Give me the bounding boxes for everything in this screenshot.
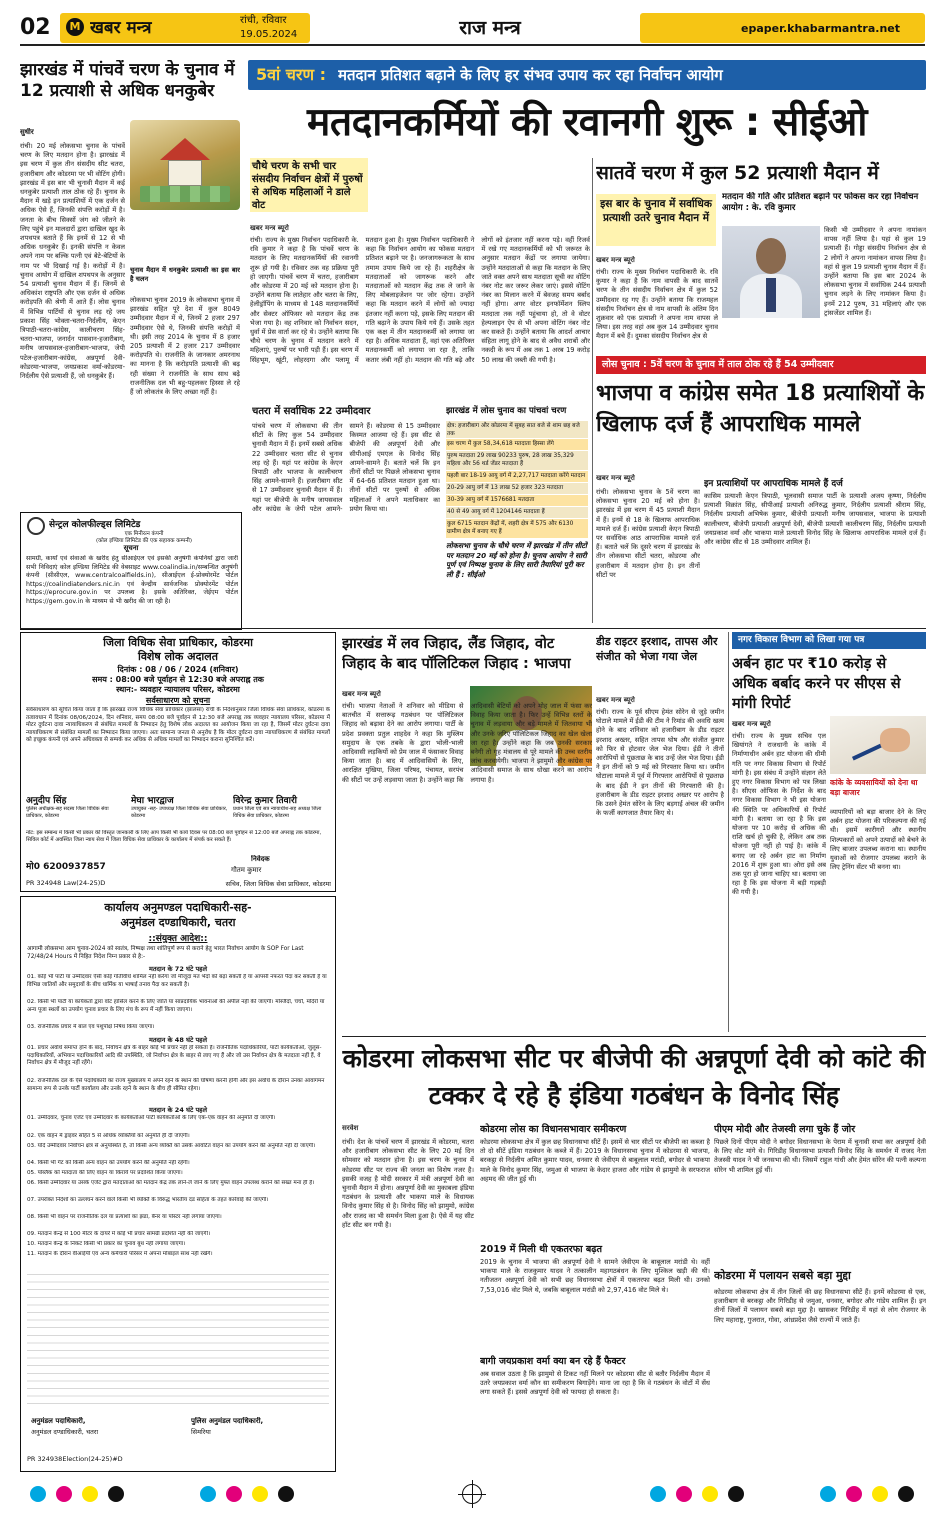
legal-notice-head: सर्वसाधारण को सूचना [145,696,211,705]
seventh-sub: इस बार के चुनाव में सर्वाधिक प्रत्याशी उतरे चुनाव मैदान में [596,194,716,246]
haat-body2: व्यापारियों को बड़ा बाजार देने के लिए अर्बन हाट योजना की परिकल्पना की गई थी। इसमें कारीगरों और स्थानीय शिल्पकारों को अपने उत्पादों को बेचने के लिए बाजार उपलब्ध कराना था। स्थानीय युवाओं को रोजगार उपलब्ध कराने के लिए ट्रेनिंग सेंटर भी बनना था। [830,808,926,872]
section-title: राज मन्त्र [459,17,521,39]
registration-strip [0,1480,945,1510]
legal-date: दिनांक : 08 / 06 / 2024 (शनिवार) [117,665,239,674]
cases-body: रांची। लोकसभा चुनाव के 5वें चरण का लोकसभा चुनाव 20 मई को होना है। झारखंड में इस चरण में 45 प्रत्याशी मैदान में हैं। इनमें से 18 के खिलाफ आपराधिक मामले दर्ज हैं। कांग्रेस प्रत्याशी केएन त्रिपाठी पर सर्वाधिक आठ आपराधिक मामले दर्ज हैं। बताते चलें कि दूसरे चरण में झारखंड के तीन लोकसभा सीटों चतरा, कोडरमा और हजारीबाग में मतदान होना है। इन तीनों सीटों पर [596,488,700,579]
phase-row-6: 40 से 49 आयु वर्ग में 1204146 मतदाता हैं [446,507,588,518]
cases-sub: इन प्रत्याशियों पर आपराधिक मामले हैं दर्ज [704,479,843,489]
reg-dot-black-4 [898,1486,914,1502]
sdo-title1: कार्यालय अनुमण्डल पदाधिकारी-सह- [104,901,252,914]
chatra-title: चतरा में सर्वाधिक 22 उम्मीदवार [252,406,371,417]
reg-dot-magenta-2 [226,1486,242,1502]
writing-hand-image [830,716,926,774]
legal-pr: PR 324948 Law(24-25)D [26,879,106,887]
main-body-top [372,158,590,234]
koderma-sec1-body: कोडरमा लोकसभा क्षेत्र में कुल छह विधानसभा सीटें हैं। इसमें से चार सीटों पर बीजेपी का कब्जा है तो दो सीटें इंडिया गठबंधन के कब्जे में हैं। 2019 के विधानसभा चुनाव में कोडरमा से भाजपा, बरकट्ठा से निर्दलीय अमित कुमार यादव, धनवार से जेवीएम से बाबूलाल मरांडी, बगोदर से भाकपा माले के विनोद कुमार सिंह, जमुआ से भाजपा के केदार हाजरा और गांडेय से झामुमो के सरफराज अहमद की जीत हुई थी। [480,1138,710,1183]
ccl-body: सामग्री, कार्यों एवं सेवाओं के खरीद हेतु सीआईएल एवं इसकी अनुषंगी कंपनियों द्वारा जारी सभी निविदाएं कोल इण्डिया लिमिटेड की वेबसाइट www.coalindia.in/सम्बन्धित अनुषंगी कंपनी (सीसीएल, www.centralcoalfields.in), सीआईएल ई-प्रोक्योरमेंट पोर्टल https://coalindiatenders.nic.in एवं केन्द्रीय सार्वजनिक प्रोक्योरमेंट पोर्टल https://eprocure.gov.in पर उपलब्ध है। इसके अतिरिक्त, जेईएम पोर्टल https://gem.gov.in के माध्यम से भी खरीद की जा रही है। [26,555,238,605]
koderma-sec2: 2019 में मिली थी एकतरफा बढ़त [480,1244,603,1255]
sdo-sec3: मतदान के 24 घंटे पहले [148,1106,208,1114]
reg-dot-yellow-2 [252,1486,268,1502]
reg-dot-magenta [56,1486,72,1502]
koderma-byline: सरवेश [342,1124,359,1132]
legal-notice [20,632,336,892]
sdo-item3-9: 10. मतदान केन्द्र के निकट किसी भी प्रकार का चुनाव बूथ नहीं लगाया जाएगा। [27,1241,186,1247]
koderma-sec4-body: पिछले दिनों पीएम मोदी ने बगोदर विधानसभा के पेराम में चुनावी सभा कर अन्नपूर्णा देवी के लिए वोट मांगे थे। गिरिडीह विधानसभा प्रत्याशी विनोद सिंह के समर्थन में राजद नेता तेजस्वी यादव ने भी जनसभा की थी। जिसमें राहुल गांधी और हेमंत सोरेन की पत्नी कल्पना सोरेन भी शामिल हुई थीं। [714,1138,926,1174]
legal-time: समय : 08:00 बजे पूर्वाहन से 12:30 बजे अपराह्न तक [92,675,264,684]
jail-body: रांची। राज्य के पूर्व सीएम हेमंत सोरेन से जुड़े जमीन घोटाले मामले में ईडी की टीम ने रिमांड की अवधि खत्म होने के बाद शनिवार को हजारीबाग के डीड राइटर इरशाद अख्तर, सहित तापस घोष और संजीत कुमार को फिर से होटवार जेल भेज दिया। ईडी ने तीनों आरोपियों से पूछताछ के बाद उन्हें जेल भेज दिया। ईडी ने इन तीनों को 9 मई को गिरफ्तार किया था। जमीन घोटाला मामले में पूर्व में गिरफ्तार आरोपियों से पूछताछ के बाद ईडी ने इन तीनों की गिरफ्तारी की है। हजारीबाग के डीड राइटर इरशाद अख्तर पर आरोप है कि उसने हेमंत सोरेन के लिए बड़गाईं अंचल की जमीन के फर्जी कागजात तैयार किए थे। [596,708,724,818]
sdo-item3-3: 04. किसी भी गेट को किसी अन्य वाहन को उपयोग करने की अनुमति नहीं रहेगी। [27,1160,190,1166]
chatra-body: पांचवे चरण में लोकसभा की तीन सीटों के लिए कुल 54 उम्मीदवार चुनावी मैदान में हैं। इनमें सबसे अधिक 22 उम्मीदवार चतरा सीट से चुनाव लड़ रहे हैं। यहां पर कांग्रेस के केएन त्रिपाठी और भाजपा के कालीचरण सिंह आमने-सामने हैं। हजारीबाग सीट से 17 उम्मीदवार चुनावी मैदान में हैं। यहां पर बीजेपी के मनीष जायसवाल और कांग्रेस के जेपी पटेल आमने-सामने हैं। कोडरमा से 15 उम्मीदवार किस्मत आजमा रहे हैं। इस सीट से बीजेपी की अन्नपूर्णा देवी और सीपीआई एमएल के विनोद सिंह आमने-सामने हैं। बताते चलें कि इन तीनों सीटों पर पिछले लोकसभा चुनाव में 64-66 प्रतिशत मतदान हुआ था। तीनों सीटों पर पुरुषों से अधिक महिलाओं ने अपने मताधिकार का प्रयोग किया था। [252,422,440,513]
jihad-byline: खबर मन्त्र ब्यूरो [342,690,381,698]
haat-headline: अर्बन हाट पर ₹10 करोड़ से अधिक बर्बाद करने पर सीएस से मांगी रिपोर्ट [732,656,901,712]
sdo-item2-0: 01. प्रचार अवधि समाप्त होने के बाद, निर्वाचन क्षेत्र के बाहर कोई भी प्रचार नहीं हो सकता है। राजनीतिक पदाधिकारियों, पार्टी कार्यकर्ताओं, जुलूस-पदाधिकारियों, अभियान पदाधिकारियों आदि की उपस्थिति, जो निर्वाचन क्षेत्र के बाहर से लाए गए हैं और जो उस निर्वाचन क्षेत्र के मतदाता नहीं हैं, वे निर्वाचन क्षेत्र में मौजूद नहीं रहेंगे। [27,1045,322,1067]
sdo-sig2: पुलिस अनुमंडल पदाधिकारी, [191,1417,264,1425]
cases-body2: कासिम प्रत्याशी केएन त्रिपाठी, भूलवासी समाज पार्टी के प्रत्याशी अजय कृष्णा, निर्दलीय प्रत्याशी विक्रांत सिंह, सीपीआई प्रत्याशी अनिरुद्ध कुमार, निर्दलीय प्रत्याशी श्रीराम सिंह, निर्दलीय प्रत्याशी अभिषेक कुमार, बीजेपी प्रत्याशी मनीष जायसवाल, भाजपा के प्रत्याशी कालीचरण, बीजेपी प्रत्याशी अन्नपूर्णा देवी, बीजेपी प्रत्याशी कालीचरण सिंह, निर्दलीय प्रत्याशी जयप्रकाश वर्मा और भाकपा माले प्रत्याशी विनोद सिंह के खिलाफ आपराधिक मामले दर्ज हैं। और कांग्रेस सीट से 18 उम्मीदवार शामिल हैं। [704,492,926,547]
legal-sig2-name: मेघा भारद्वाज [131,796,174,805]
sdo-sig2b: सिमरिया [191,1428,211,1436]
seventh-body: रांची। राज्य के मुख्य निर्वाचन पदाधिकारी के. रवि कुमार ने कहा है कि नाम वापसी के बाद सातवें चरण के तीन संसदीय निर्वाचन क्षेत्र में कुल 52 उम्मीदवार रह गए हैं। उन्होंने बताया कि राजमहल संसदीय निर्वाचन क्षेत्र से नाम वापसी के अंतिम दिन शुक्रवार को एक प्रत्याशी ने अपना नाम वापस ले लिया। इस तरह वहां अब कुल 14 उम्मीदवार चुनाव मैदान में बचे हैं। दुमका संसदीय निर्वाचन क्षेत्र से [596,268,718,341]
brand-name: खबर मन्त्र [90,18,152,38]
left-body-col1: रांची। 20 मई लोकसभा चुनाव के पांचवें चरण के लिए मतदान होना है। झारखंड में इस चरण में कुल तीन संसदीय सीट चतरा, हजारीबाग और कोडरमा पर भी वोटिंग होगी। झारखंड में इस बार भी चुनावी मैदान में कई धनकुबेर प्रत्याशी ताल ठोक रहे हैं। चुनाव के मैदान में खड़े इन प्रत्याशियों में एक दर्जन से अधिक ऐसे हैं, जिनकी संपत्ति करोड़ों में है। जनता के बीच सिक्सों जंग को जीतने के लिए पहुंचे इन मालदारों द्वारा दाखिल खुद के शपथपत्र बताते हैं कि इनमें से 12 से भी अधिक धनकुबेर हैं। इनकी संपत्ति न केवल अपने नाम पर बल्कि पत्नी एवं बेटे-बेटियों के नाम पर भी दिखाई गई है। करोड़ों में है। चुनाव आयोग में दाखिल शपथपत्र के अनुसार 54 प्रत्याशी चुनाव मैदान में हैं। जिनमें से अधिकांश राष्ट्रपति और एक दर्जन से अधिक करोड़पति की श्रेणी में आते हैं। लोस चुनाव में विभिन्न पार्टियों से चुनाव लड़ रहे जय प्रकाश सिंह भोक्ता-चतरा-निर्दलीय, केएन त्रिपाठी-चतरा-कांग्रेस, कालीचरण सिंह-चतरा-भाजपा, जनार्दन पासवान-हजारीबाग, मनीष जायसवाल-हजारीबाग-भाजपा, जेपी पटेल-हजारीबाग-कांग्रेस, अन्नपूर्णा देवी-कोडरमा-भाजपा, जयप्रकाश वर्मा-कोडरमा-निर्दलीय ऐसे प्रत्याशी हैं, जो धनकुबेर हैं। [20,142,125,381]
haat-sub: कांके के व्यवसायियों को देना था बड़ा बाजार [830,778,918,797]
main-sub: चौथे चरण के सभी चार संसदीय निर्वाचन क्षेत्रों में पुरुषों से अधिक महिलाओं ने डाले वोट [250,158,368,212]
sdo-item1-0: 01. कोई भी पार्टी या उम्मीदवार ऐसी कोई गतिविधि शामिल नहीं करेगा जो मौजूदा मत भेदों को बढ़ा सकती है या आपसी नफरत पैदा कर सकती है या विभिन्न जातियों और समुदायों के बीच धार्मिक या भाषाई तनाव पैदा कर सकती है। [27,974,327,988]
reg-dot-yellow [82,1486,98,1502]
koderma-sec4: पीएम मोदी और तेजस्वी लगा चुके हैं जोर [714,1124,856,1135]
sdo-item3-4: 05. पब्लिक को मतदाता की लिए वाहन या किराये पर प्रदाशित किया जाएगा। [27,1170,183,1176]
sdo-item3-1: 02. एक वाहन में ड्राइवर सहित 5 से अधिक व्यक्तियों को अनुमति ही दी जाएगी। [27,1133,190,1139]
legal-title2: विशेष लोक अदालत [137,650,219,663]
main-headline: मतदानकर्मियों की रवानगी शुरू : सीईओ [307,100,867,145]
seventh-headline: सातवें चरण में कुल 52 प्रत्याशी मैदान में [596,162,879,184]
legal-mobile: मो0 6200937857 [26,862,106,871]
main-byline: खबर मन्त्र ब्यूरो [250,224,289,232]
haat-body: रांची। राज्य के मुख्य सचिव एल खियांगते ने राजधानी के कांके में निर्माणाधीन अर्बन हाट योजना की धीमी गति पर नगर विकास विभाग से रिपोर्ट मांगी है। इस संबंध में उन्होंने संज्ञान लेते हुए नगर विकास विभाग को पत्र लिखा है। सीएस ऑफिस के निर्देश के बाद नगर विकास विभाग ने भी इस योजना की स्थिति पर अधिकारियों से रिपोर्ट मांगी है। बताया जा रहा है कि इस योजना पर 10 करोड़ से अधिक की राशि खर्च हो चुकी है, लेकिन अब तक योजना पूरी नहीं हो पाई है। कांके में बनाए जा रहे अर्बन हाट का निर्माण 2016 में शुरू हुआ था। ओरा इसे अब तक पूरा हो जाना चाहिए था। बताया जा रहा है कि इस योजना में बड़ी गड़बड़ी की गयी है। [732,732,826,897]
main-body: रांची। राज्य के मुख्य निर्वाचन पदाधिकारी के. रवि कुमार ने कहा है कि पांचवें चरण के मतदान के लिए मतदानकर्मियों की रवानगी शुरू हो गयी है। रविवार तक वह प्रक्रिया पूरी हो जाएगी। पांचवें चरण में चतरा, हजारीबाग और कोडरमा में 20 मई को मतदान होना है। उन्होंने बताया कि लातेहार और चतरा के लिए, हेलीड्रॉपिंग के माध्यम से 148 मतदानकर्मियों और सेक्टर ऑफिसर को मतदान केंद्र तक भेजा गया है। वह शनिवार को निर्वाचन सदन, धुर्वा में प्रेस वार्ता कर रहे थे। उन्होंने बताया कि चौथे चरण के चुनाव में मतदान करने में महिलाएं, पुरुषों पर भारी पड़ी हैं। इस चरण में सिंहभूम, खूंटी, लोहरदगा और पलामू में मतदान हुआ है। मुख्य निर्वाचन पदाधिकारी ने कहा कि निर्वाचन आयोग का फोकस मतदान प्रतिशत बढ़ाने पर है। जनजागरूकता के साथ तमाम उपाय किये जा रहे हैं। शहरीक्षेत्र के मतदाताओं को जागरूक करने और मतदाताओं को मतदान केंद्र तक ले जाने के लिए मोबलाइजेशन पर जोर रहेगा। उन्होंने कहा कि मतदान करने में लोगों को ज्यादा इंतजार नहीं करना पड़े, इसके लिए मतदान की गति बढ़ाने के उपाय किये गये हैं। उसके तहत एक कक्ष में तीन मतदानकर्मी को लगाया जा रहा है। अधिक मतदाता हैं, वहां एक अतिरिक्त मतदानकर्मी को लगाया जा रहा है, ताकि कतार लंबी नहीं हो। मतदान की गति बढ़े और लोगों को इंतजार नहीं करना पड़े। वहीं रिजर्व में रखे गए मतदानकर्मियों को भी जरूरत के अनुसार मतदान केंद्रों पर लगाया जायेगा। उन्होंने मतदाताओं से कहा कि मतदान के लिए जाते वक्त अपने साथ मतदाता सूची का वोटिंग नंबर नोट कर जरूर लेकर जाएं। इससे वोटिंग नंबर का मिलान करने में बेवजह समय बर्बाद नहीं होगा। अगर वोटर इनफॉर्मेशन स्लिप मतदाता तक नहीं पहुंचाया हो, तो वे वोटर हेल्पलाइन ऐप से भी अपना वोटिंग नंबर नोट कर सकते हैं। उन्होंने बताया कि आदर्श आचार संहिता लागू होने के बाद से अवैध शराबों और नकदी के रूप में अब तक 1 अरब 19 करोड़ 50 लाख की जब्ती की गयी है। [250,236,590,364]
ccl-logo-icon [27,517,45,535]
sdo-title2: अनुमंडल दण्डाधिकारी, चतरा [120,916,236,929]
legal-sig3-name: विरेन्द्र कुमार तिवारी [233,796,297,805]
sdo-notice [20,896,336,1472]
sdo-sec2: मतदान के 48 घंटे पहले [148,1036,208,1044]
banner-label: 5वां चरण : [256,65,326,84]
sdo-item3-0: 01. उम्मीदवार, चुनाव एजेंट एवं उम्मीदवार के कार्यकर्ताओं पार्टी कार्यकर्ताओं के लिए एक-एक वाहन की अनुमति दी जाएगी। [27,1115,276,1121]
cases-byline: खबर मन्त्र ब्यूरो [596,474,635,482]
phase-row-3: पहली बार 18-19 आयु वर्ग में 2,27,717 मतदाता करेंगे मतदान [446,471,588,482]
reg-dot-cyan [30,1486,46,1502]
phase-note: लोकसभा चुनाव के चौथे चरण में झारखंड में तीन सीटों पर मतदान 20 मई को होना है। चुनाव आयोग ने सारी पूर्ण एवं निष्पक्ष चुनाव के लिए सारी तैयारियां पूरी कर ली हैं : सीईओ [446,541,587,579]
date-line: 19.05.2024 [240,29,298,40]
sdo-item1-1: 02. किसी भी पार्टी या कार्यकर्ता द्वारा वोट हासिल करने के लिए जाति या सांप्रदायिक भावनाओं की अपील नहीं की जाएगी। मस्जिदों, चर्चों, मंदिरों या अन्य पूजा स्थलों का उपयोग चुनाव प्रचार के लिए मंच के रूप में नहीं किया जाएगा। [27,999,325,1013]
koderma-sec5-body: कोडरमा लोकसभा क्षेत्र में तीन जिलों की छह विधानसभा सीटें हैं। इनमें कोडरमा से एक, हजारीबाग से बरकट्ठा और गिरिडीह से जमुआ, धनवार, बगोदर और गांडेय शामिल हैं। इन तीनों जिलों में पलायन सबसे बड़ा मुद्दा है। खासकर गिरिडीह में यहां से लोग रोजगार के लिए महाराष्ट्र, गुजरात, गोवा, आंध्रप्रदेश जैसे राज्यों में जाते हैं। [714,1288,926,1324]
koderma-sec3-body: अब सवाल उठता है कि झामुमो से टिकट नहीं मिलने पर कोडरमा सीट से बतौर निर्दलीय मैदान में उतरे जयप्रकाश वर्मा कौन सा समीकरण बिगाड़ेंगे। माना जा रहा है कि वे गठबंधन के वोटों में सेंध लगा सकते हैं। इससे अन्नपूर्णा देवी को फायदा हो सकता है। [480,1370,710,1397]
jail-headline: डीड राइटर इरशाद, तापस और संजीत को भेजा गया जेल [596,635,718,663]
sdo-sig1: अनुमंडल पदाधिकारी, [31,1417,86,1425]
sdo-intro: आगामी लोकसभा आम चुनाव-2024 को स्वतंत्र, निष्पक्ष तथा शांतिपूर्ण रूप से कराने हेतु भारत निर्वाचन आयोग के SOP For Last 72/48/24 Hours में निहित निदेश निम्न प्रकार से है:- [27,946,304,960]
sdo-sig1b: अनुमंडल दण्डाधिकारी, चतरा [31,1428,99,1436]
ccl-sub1: एक मिनीरत्न कंपनी [124,531,164,537]
reg-dot-yellow-4 [872,1486,888,1502]
legal-sig1-role: पुलिस अधीक्षक-सह सदस्य जिला विधिक सेवा प्राधिकार, कोडरमा [26,806,109,819]
seventh-quote: मतदान की गति और प्रतिशत बढ़ाने पर फोकस कर रहा निर्वाचन आयोग : के. रवि कुमार [722,192,919,213]
sdo-sec1: मतदान के 72 घंटे पहले [148,965,208,973]
jail-byline: खबर मन्त्र ब्यूरो [596,696,635,704]
banner-text: मतदान प्रतिशत बढ़ाने के लिए हर संभव उपाय कर रहा निर्वाचन आयोग [338,66,723,84]
masthead [20,10,925,46]
phase-row-5: 30-39 आयु वर्ग में 1576681 मतदाता [446,495,588,506]
sdo-order: ::संयुक्त आदेश:: [148,934,208,943]
jihad-headline: झारखंड में लव जिहाद, लैंड जिहाद, वोट जिहाद के बाद पॉलिटिकल जिहाद : भाजपा [342,636,571,672]
house-icon [160,138,210,160]
sdo-item3-7: 08. किसी भी वाहन पर राजनीतिक दल या प्रत्याशी का झंडा, बैनर या पोस्टर नहीं लगाया जाएगा। [27,1214,222,1220]
koderma-sec2-body: 2019 के चुनाव में भाजपा की अन्नपूर्णा देवी ने सामने जेवीएम के बाबूलाल मरांडी थे। वहीं भाकपा माले के राजकुमार यादव ने तत्कालीन महागठबंधन के लिए मुश्किल खड़ी की थी। नतीजतन अन्नपूर्णा देवी को सभी छह विधानसभा क्षेत्रों में एकतरफा बढ़त मिली थी। उनको 7,53,016 वोट मिले थे, जबकि बाबूलाल मरांडी को 2,97,416 वोट मिले थे। [480,1258,710,1294]
money-house-image [130,120,240,210]
seventh-byline: खबर मन्त्र ब्यूरो [596,256,635,264]
reg-dot-black-2 [278,1486,294,1502]
legal-sig2-role: उपायुक्त -सह- उपाध्यक्ष जिला विधिक सेवा प्राधिकार, कोडरमा [131,806,228,819]
legal-nivedak-name: गौतम कुमार [231,866,262,874]
seventh-body2: किसी भी उम्मीदवार ने अपना नामांकन वापस नहीं लिया है। यहां से कुल 19 प्रत्याशी हैं। गोड्डा संसदीय निर्वाचन क्षेत्र से 2 लोगों ने अपना नामांकन वापस लिया है। वहां से कुल 19 प्रत्याशी चुनाव मैदान में हैं। उन्होंने बताया कि इस बार 2024 के लोकसभा चुनाव में सर्वाधिक 244 प्रत्याशी चुनाव लड़ने के लिए नामांकन किया है। इनमें 212 पुरुष, 31 महिलाएं और एक ट्रांसजेंडर शामिल हैं। [824,226,926,317]
koderma-headline: कोडरमा लोकसभा सीट पर बीजेपी की अन्नपूर्णा देवी को कांटे की टक्कर दे रहे है इंडिया गठबंधन के विनोद सिंह [342,1044,926,1110]
sdo-filler-lines [27,1271,329,1411]
reg-dot-magenta-4 [846,1486,862,1502]
legal-note: नोट: इस सम्बन्ध में किसी भी प्रकार की विस्तृत जानकारी के लिए आप किसी भी कार्य दिवस पर 08:00 बजे पूर्वाहन से 12:00 बजे अपराह्न तक कोडरमा, सिविल कोर्ट में अवस्थित जिला न्याय सेवा में जिला विधिक सेवा प्राधिकार के कार्यालय में संपर्क कर सकते हैं। [26,830,322,843]
sdo-pr: PR 324938Election(24-25)#D [27,1455,123,1463]
reg-dot-cyan-4 [820,1486,836,1502]
legal-body: सर्वसाधारण को सूचित किया जाता है कि झारखंड राज्य विधिक सेवा प्राधिकार (झालसा) रांची के निर्देशानुसार जिला विधिक सेवा प्राधिकार, कोडरमा के तत्वावधान में दिनांक 08/06/2024, दिन शनिवार, समय 08:00 बजे पूर्वाहन से 12:30 बजे अपराह्न तक व्यवहार न्यायालय परिसर, कोडरमा में मोटर दुर्घटना दावा न्यायाधिकरण से संबंधित मामलों के निष्पादन हेतु विशेष लोक अदालत का आयोजन किया जा रहा है, जिसमें मोटर दुर्घटना दावा न्यायाधिकरण से संबंधित मामलों का निष्पादन किया जाएगा। अतः सामान्य जनता से अनुरोध है कि मोटर दुर्घटना दावा न्यायाधिकरण से संबंधित मामलों को इच्छुक कंपनी एवं अपने अधिवक्ता से सम्पर्क कर अधिक से अधिक मामलों का निष्पादन कराना सुनिश्चित करें। [26,707,330,744]
legal-sig1-name: अनुदीप सिंह [26,796,67,805]
phase-row-7: कुल 6715 मतदान केंद्रों में, शहरी क्षेत्र में 575 और 6130 ग्रामीण क्षेत्र में बनाए गए हैं [446,519,588,538]
cases-headline: भाजपा व कांग्रेस समेत 18 प्रत्याशियों के खिलाफ दर्ज हैं आपराधिक मामले [596,381,925,437]
legal-nivedak-role: सचिव, जिला विधिक सेवा प्राधिकार, कोडरमा [225,880,331,888]
legal-nivedak: निवेदक [251,855,270,863]
sdo-item1-2: 03. राजनीतिक प्रचार में बाल एवं पशुपक्षि निषेध किया जाएगा। [27,1024,155,1030]
reg-dot-yellow-3 [702,1486,718,1502]
phase-row-0: क्षेत्र: हजारीबाग और कोडरमा में सुबह सात बजे से शाम छह बजे तक [446,421,588,438]
phase-table-title: झारखंड में लोस चुनाव का पांचवां चरण [446,406,567,416]
legal-sig3-role: प्रधान जिला एवं सत्र न्यायाधीश-सह अध्यक्ष जिला विधिक सेवा प्राधिकार, कोडरमा [233,806,322,819]
city-line: रांची, रविवार [240,15,287,26]
haat-banner: नगर विकास विभाग को लिखा गया पत्र [732,632,926,649]
phase-row-1: इस चरण में कुल 58,34,618 मतदाता हिस्सा लेंगे [446,439,588,450]
left-body-col2-sub: चुनाव मैदान में धनकुबेर प्रत्याशी का इस बार है चलन [130,266,240,284]
epaper-url[interactable]: epaper.khabarmantra.net [741,22,900,35]
banknotes-icon [140,186,230,202]
ceo-photo [722,226,820,318]
reg-dot-cyan-3 [650,1486,666,1502]
sdo-item3-6: 07. उपरोक्त निर्देशों का उल्लंघन करने वाले किसी भी व्यक्ति के विरुद्ध भारतीय दंड संहिता के तहत कार्रवाई की जाएगी। [27,1197,269,1203]
jihad-body: रांची। भाजपा नेताओं ने शनिवार को मीडिया से बातचीत में सत्तारूढ़ गठबंधन पर पॉलिटिकल जिहाद को बढ़ावा देने का आरोप लगाया। पार्टी के प्रदेश प्रवक्ता प्रतुल शाहदेव ने कहा कि मुस्लिम समुदाय के एक तबके के द्वारा भोली-भाली आदिवासी लड़कियों को प्रेम जाल में फंसाकर विवाह किया जाता है। बाद में आदिवासियों के लिए, आरक्षित मुखिया, जिला परिषद, पंचायत, सरपंच की सीटों पर उन्हें लड़वाया जाता है। उन्होंने कहा कि आदिवासी बेटियों को अपने मोह जाल में फंसा कर विवाह किया जाता है। फिर उन्हें विभिन्न स्तरों के चुनाव में लड़वाया और बड़े मामले में जितवाया भी और उनके जरिए पॉलिटिकल जिहाद का खेल खेला जा रहा है। उन्होंने कहा कि जब उनकी सरकार बनेगी तो गृह मंत्रालय से पूरे मामले की उच्च स्तरीय जांच करवायेगी। भाजपा ने झामुमो और कांग्रेस पर आदिवासी समाज के साथ धोखा करने का आरोप लगाया है। [342,702,592,784]
top-banner [248,60,926,90]
phase-row-2: पुरुष मतदाता 29 लाख 90233 पुरुष, 28 लाख 35,329 महिला और 56 थर्ड जेंडर मतदाता हैं [446,451,588,470]
sdo-item3-5: 06. किसी उम्मीदवार या उसके एजेंट द्वारा मतदाताओं को मतदान केंद्र तक लाने-ले जाने के लिए मुफ्त वाहन उपलब्ध कराने को सख्त मना ही है। [27,1180,315,1186]
koderma-sec3: बागी जयप्रकाश वर्मा क्या बन रहे हैं फैक्टर [480,1356,626,1367]
koderma-sec1: कोडरमा लोस का विधानसभावार समीकरण [480,1124,627,1135]
sdo-item2-1: 02. राजनीतिक दल के ऐसे पदाधिकारी का राज्य मुख्यालय में अपने रहने के स्थान की घोषणा करनी होगी और इस अवधि के दौरान उनका आवागमन सामान्य रूप से उनके पार्टी कार्यालय और उनके रहने के स्थान के बीच ही सीमित रहेगा। [27,1078,325,1092]
reg-dot-black-3 [728,1486,744,1502]
sdo-item3-8: 09. मतदान केन्द्र से 100 मीटर के दायरे में कोई भी प्रचार सामग्री प्रदर्शित नहीं की जाएगी। [27,1231,211,1237]
ccl-title: सेन्ट्रल कोलफील्ड्स लिमिटेड [49,520,141,529]
page-number: 02 [20,15,51,40]
sdo-item3-10: 11. मतदान के दौरान वीआईपी एवं अन्य कर्मचारी परिसर में अपना मोबाइल साथ नहीं रखेंगे। [27,1251,213,1257]
reg-dot-magenta-3 [676,1486,692,1502]
ccl-notice-ad [20,512,242,630]
reg-dot-black [108,1486,124,1502]
phase-row-4: 20-29 आयु वर्ग में 13 लाख 52 हजार 323 मतदाता [446,483,588,494]
sdo-item3-2: 03. यदि उम्मीदवार निर्वाचन क्षेत्र से अनुपस्थित है, तो किसी अन्य व्यक्ति को उसके आवंटित वाहन का उपयोग करने की अनुमति नहीं दी जाएगी। [27,1143,316,1149]
left-headline: झारखंड में पांचवें चरण के चुनाव में 12 प्रत्याशी से अधिक धनकुबेर [20,60,235,101]
legal-place: स्थान:- व्यवहार न्यायालय परिसर, कोडरमा [116,685,240,694]
left-body-col2: लोकसभा चुनाव 2019 के लोकसभा चुनाव में झारखंड सहित पूरे देश में कुल 8049 उम्मीदवार मैदान में थे, जिनमें 2 हजार 297 उम्मीदवार ऐसे थे, जिनकी संपत्ति करोड़ों में थी। इसी तरह 2014 के चुनाव में 8 हजार 205 प्रत्याशी में 2 हजार 217 उम्मीदवार करोड़पति थे। राजनीति के जानकार अमरनाथ का मानना है कि करोड़पति प्रत्याशी की बढ़ रही संख्या ने राजनीति के साथ साथ बढ़े राजनीतिक दल भी बहु-पहलकर हिस्सा ले रहे हैं जो लोकतंत्र के लिए अच्छा नहीं है। [130,296,240,397]
ccl-sub2: (कोल इण्डिया लिमिटेड की एक सहायक कम्पनी) [95,538,192,544]
reg-dot-cyan-2 [200,1486,216,1502]
left-byline: सुधीर [20,128,34,136]
haat-byline: खबर मन्त्र ब्यूरो [732,720,771,728]
cases-banner: लोस चुनाव : 5वें चरण के चुनाव में ताल ठोक रहे हैं 54 उम्मीदवार [596,356,926,374]
koderma-sec5: कोडरमा में पलायन सबसे बड़ा मुद्दा [714,1269,851,1282]
ccl-notice-head: सूचना [123,544,139,552]
koderma-body: रांची। देश के पांचवें चरण में झारखंड में कोडरमा, चतरा और हजारीबाग लोकसभा सीट के लिए 20 मई दिन सोमवार को मतदान होना है। इस चरण के चुनाव में कोडरमा सीट पर राज्य की जनता का विशेष नजर है। इसकी वजह है मोदी सरकार में मंत्री अन्नपूर्णा देवी का चुनावी मैदान में होना। अन्नपूर्णा देवी का मुकाबला इंडिया गठबंधन के प्रत्याशी और भाकपा माले के विधायक विनोद कुमार सिंह से है। विनोद सिंह को झामुमो, कांग्रेस और राजद का भी समर्थन मिला हुआ है। ऐसे में यह सीट हॉट सीट बन गयी है। [342,1138,474,1229]
legal-title1: जिला विधिक सेवा प्राधिकार, कोडरमा [103,636,253,649]
brand-logo-icon: M [66,18,84,36]
phase-table [446,405,588,625]
